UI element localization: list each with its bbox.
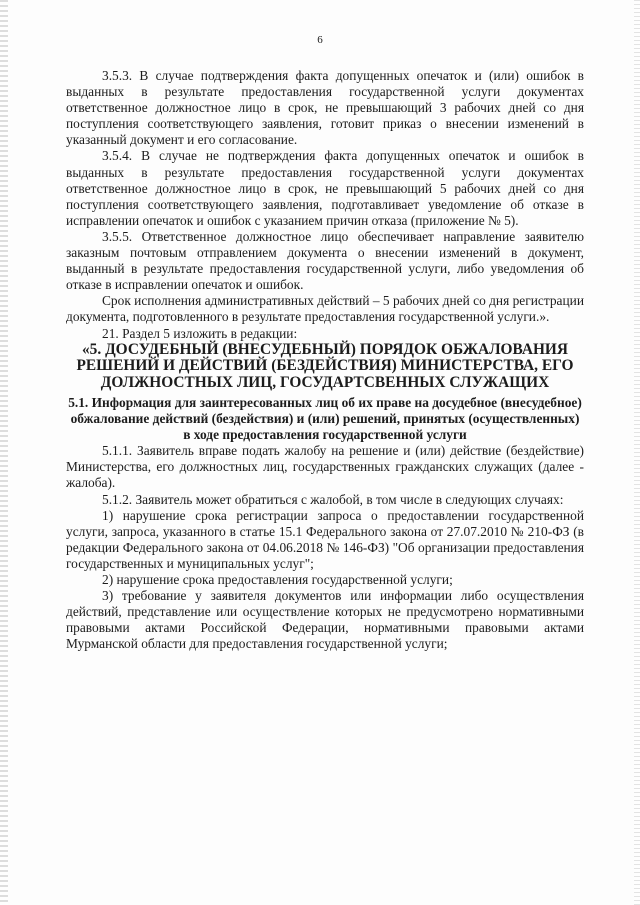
paragraph-3-5-3: 3.5.3. В случае подтверждения факта допущенных опечаток и (или) ошибок в выданных в результате предоставления государственной услуги документах ответственное должностное лицо в срок, не превышающий 3 рабочих дней со дня поступления соответствующего заявления, готовит приказ о внесении изменений в указанный документ и его согласование. xyxy=(66,68,584,148)
paragraph-5-1-1: 5.1.1. Заявитель вправе подать жалобу на решение и (или) действие (бездействие) Министерства, его должностных лиц, государственных гражданских служащих (далее - жалоба). xyxy=(66,443,584,491)
list-item-3: 3) требование у заявителя документов или информации либо осуществления действий, представление или осуществление которых не предусмотрено нормативными правовыми актами Российской Федерации, нормативными правовыми актами Мурманской области для предоставления государственной услуги; xyxy=(66,588,584,652)
paragraph-3-5-5: 3.5.5. Ответственное должностное лицо обеспечивает направление заявителю заказным почтовым отправлением документа о внесении изменений в документ, выданный в результате предоставления государственной услуги, либо уведомления об отказе в исправлении опечаток и ошибок. xyxy=(66,228,584,293)
paragraph-5-1-2: 5.1.2. Заявитель может обратиться с жалобой, в том числе в следующих случаях: xyxy=(102,491,564,507)
list-item-2: 2) нарушение срока предоставления государственной услуги; xyxy=(102,572,453,588)
scan-edge-left xyxy=(0,0,8,905)
paragraph-3-5-4: 3.5.4. В случае не подтверждения факта допущенных опечаток и ошибок в выданных в результате предоставления государственной услуги документах ответственное должностное лицо в срок, не превышающий 5 рабочих дней со дня поступления соответствующего заявления, подготавливает уведомление об отказе в исправлении опечаток и ошибок с указанием причин отказа (приложение № 5). xyxy=(66,148,584,228)
section-5-heading: «5. ДОСУДЕБНЫЙ (ВНЕСУДЕБНЫЙ) ПОРЯДОК ОБЖАЛОВАНИЯ РЕШЕНИЙ И ДЕЙСТВИЙ (БЕЗДЕЙСТВИЯ) МИНИСТЕРСТВА, ЕГО ДОЛЖНОСТНЫХ ЛИЦ, ГОСУДАРТСВЕННЫХ СЛУЖАЩИХ xyxy=(76,340,574,392)
paragraph-deadline: Срок исполнения административных действий – 5 рабочих дней со дня регистрации документа, подготовленного в результате предоставления государственной услуги.». xyxy=(66,293,584,325)
scan-edge-right xyxy=(634,0,640,905)
subsection-5-1-heading: 5.1. Информация для заинтересованных лиц об их праве на досудебное (внесудебное) обжалование действий (бездействия) и (или) решений, принятых (осуществленных) в ходе предоставления государственной услуги xyxy=(68,394,582,443)
page-number: 6 xyxy=(317,34,323,46)
document-body xyxy=(66,68,584,652)
list-item-1: 1) нарушение срока регистрации запроса о предоставлении государственной услуги, запроса, указанного в статье 15.1 Федерального закона от 27.07.2010 № 210-ФЗ (в редакции Федерального закона от 04.06.2018 № 146-ФЗ) "Об организации предоставления государственных и муниципальных услуг"; xyxy=(66,507,584,571)
paragraph-amendment-21: 21. Раздел 5 изложить в редакции: xyxy=(102,325,298,341)
